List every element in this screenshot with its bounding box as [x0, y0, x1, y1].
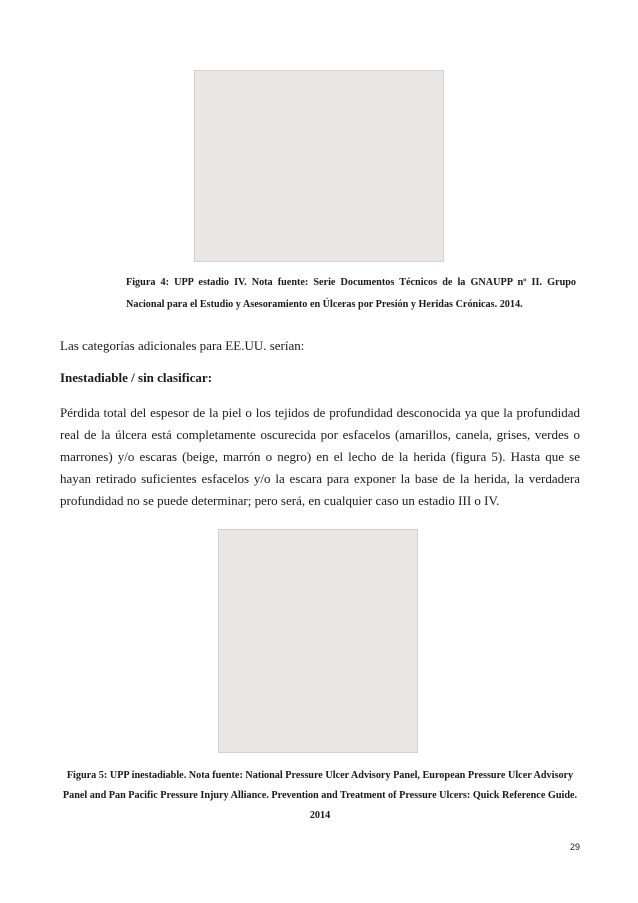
page-number: 29 [569, 842, 580, 852]
section-paragraph: Pérdida total del espesor de la piel o los tejidos de profundidad desconocida ya que la profundidad real de la úlcera está completamente oscurecida por esfacelos (amarillos, canela, grises, verdes o marrones) y/o escaras (beige, marrón o negro) en el lecho de la herida (figura 5). Hasta que se hayan retirado suficientes esfacelos y/o la escara para exponer la base de la herida, la verdadera profundidad no se puede determinar; pero será, en cualquier caso un estadio III o IV. [60, 405, 580, 508]
intro-text: Las categorías adicionales para EE.UU. serían: [60, 338, 305, 353]
figure-4-image-placeholder [194, 70, 444, 262]
figure-5-caption: Figura 5: UPP inestadiable. Nota fuente: National Pressure Ulcer Advisory Panel, European Pressure Ulcer Advisory Panel and Pan Pacific Pressure Injury Alliance. Prevention and Treatment of Pressure Ulcers: Quick Reference Guide. 2014 [62, 770, 578, 821]
figure-4-caption: Figura 4: UPP estadio IV. Nota fuente: Serie Documentos Técnicos de la GNAUPP nº II. Grupo Nacional para el Estudio y Asesoramiento en Úlceras por Presión y Heridas Crónicas. 2014. [126, 277, 576, 310]
figure-5-image-placeholder [218, 529, 418, 753]
section-heading: Inestadiable / sin clasificar: [60, 370, 213, 385]
